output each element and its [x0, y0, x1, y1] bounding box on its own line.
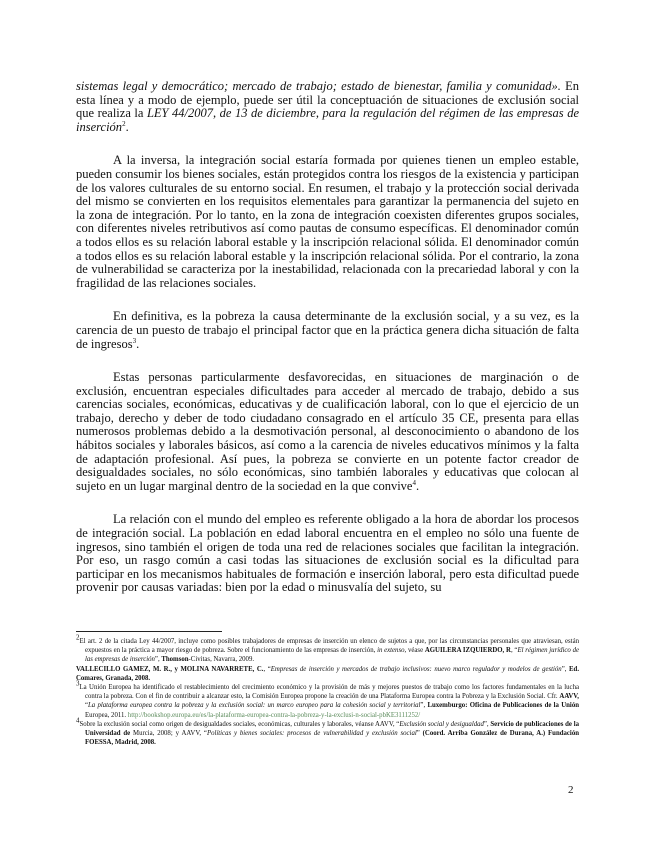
footnote-2-continued: [76, 665, 579, 683]
poverty-text: En definitiva, es la pobreza la causa determinante de la exclusión social, y a su vez, es la carencia de un puesto de trabajo el principal factor que en la práctica genera dicha situación de falta de ingresos: [76, 309, 579, 351]
footnote-2b-text-2: ”,: [561, 665, 569, 673]
footnote-2-text-2: , véase: [404, 647, 425, 655]
footnote-2b-title: Empresas de inserción y mercados de trabajo inclusivos: nuevo marco regulador y modelos de gestión: [270, 665, 562, 673]
footnote-2-italic: in extenso: [377, 647, 405, 655]
footnote-mark-4: 4: [76, 716, 80, 725]
footnote-3-link[interactable]: http://bookshop.europa.eu/es/la-plataforma-europea-contra-la-pobreza-y-la-exclusi-n-social-pbKE3111252/: [127, 711, 421, 719]
footnote-4-title: Exclusión social y desigualdad: [399, 720, 484, 728]
footnote-4-text-4: ”: [416, 730, 423, 738]
body-text: [76, 80, 579, 595]
intro-italic-quote: sistemas legal y democrático; mercado de trabajo; estado de bienestar, familia y comunidad».: [76, 79, 561, 93]
footnote-2b-publisher: Ed. Comares, Granada, 2008.: [76, 665, 580, 682]
paragraph-intro: [76, 80, 579, 134]
footnote-2b-text: , “: [263, 665, 271, 673]
footnote-4-text-2: ”,: [483, 720, 491, 728]
intro-text: En esta línea y a modo de ejemplo, puede ser útil la conceptuación de situaciones de exclusión social que realiza la: [76, 79, 580, 121]
footnote-separator: [76, 631, 222, 632]
footnote-3-text-4: Europea, 2011.: [85, 711, 128, 719]
integration-text: A la inversa, la integración social estaría formada por quienes tienen un empleo estable, pueden consumir los bienes sociales, están protegidos contra los riesgos de la existencia y participan de los valores culturales de su entorno social. En resumen, el trabajo y la protección social derivada del mismo se convierten en los requisitos elementales para garantizar la permanencia del sujeto en la zona de integración. Por lo tanto, en la zona de integración coexisten diferentes grupos sociales, con diferentes niveles retributivos así como pautas de consumo específicas. El denominador común a todos ellos es su relación laboral estable y la inscripción relacional sólida. El denominador común a todos ellos es su relación laboral estable y la inscripción relacional sólida. Por el contrario, la zona de vulnerabilidad se caracteriza por la inestabilidad, relacionada con la precariedad laboral y con la fragilidad de las relaciones sociales.: [76, 153, 579, 290]
footnote-mark-2: 2: [76, 633, 80, 642]
disadvantaged-end: .: [415, 478, 420, 493]
footnote-4-title-2: Políticas y bienes sociales: procesos de vulnerabilidad y exclusión social: [206, 730, 417, 738]
footnote-ref-4[interactable]: 4: [412, 478, 416, 487]
footnote-3-text-3: ”,: [420, 702, 428, 710]
footnotes: [76, 633, 580, 747]
footnote-2: [76, 633, 580, 665]
paragraph-disadvantaged: [76, 371, 579, 493]
footnote-2-text-4: ”,: [154, 656, 162, 664]
footnote-2b-authors: VALLECILLO GAMEZ, M. R., y MOLINA NAVARRETE, C.: [76, 665, 264, 673]
footnote-3-title: La plataforma europea contra la pobreza y la exclusión social: un marco europeo para la cohesión social y territorial: [88, 702, 421, 710]
intro-end: .: [125, 119, 129, 134]
footnote-2-author: AGUILERA IZQUIERDO, R: [424, 647, 511, 655]
employment-text: La relación con el mundo del empleo es referente obligado a la hora de abordar los procesos de integración social. La población en edad laboral encuentra en el empleo no sólo una fuente de ingresos, sino también el origen de toda una red de relaciones sociales que facilitan la integración. Por eso, un rasgo común a casi todas las situaciones de exclusión social es la dificultad para participar en los mecanismos habituales de formación e inserción laboral, pero esta dificultad puede provenir por causas variadas: bien por la edad o minusvalía del sujeto, su: [76, 512, 579, 595]
footnote-4-text-3: Murcia, 2008; y AAVV, “: [130, 730, 207, 738]
footnote-ref-3[interactable]: 3: [132, 336, 137, 345]
footnote-4: [76, 716, 579, 748]
footnote-mark-3: 3: [76, 679, 80, 688]
footnote-3-author: AAVV,: [559, 693, 579, 701]
footnote-4-text: Sobre la exclusión social como origen de desigualdades sociales, económicas, culturales y laborales, véanse AAVV, “: [79, 720, 400, 728]
footnote-3: [76, 679, 579, 720]
poverty-end: .: [136, 336, 140, 351]
footnote-4-publisher-2: (Coord. Arriba González de Durana, A.) Fundación FOESSA, Madrid, 2008.: [85, 730, 579, 747]
footnote-2-text: El art. 2 de la citada Ley 44/2007, incluye como posibles trabajadores de empresas de inserción un elenco de sujetos a que, por las circunstancias personales que atraviesan, están expuestos en la práctica a mayor riesgo de pobreza. Sobre el funcionamiento de las empresas de inserción,: [79, 638, 579, 655]
paragraph-poverty: [76, 310, 579, 351]
footnote-3-text: La Unión Europea ha identificado el restablecimiento del crecimiento económico y la provisión de más y mejores puestos de trabajo como los factores fundamentales en la lucha contra la pobreza. Con el fin de contribuir a alcanzar esto, la Comisión Europea propone la creación de una Plataforma Europea contra la Pobreza y la Exclusión Social. Cfr.: [79, 684, 579, 701]
footnote-3-publisher: Luxemburgo: Oficina de Publicaciones de la Unión: [427, 702, 579, 710]
footnote-ref-2[interactable]: 2: [122, 119, 126, 128]
footnote-2-book-title: El régimen jurídico de las empresas de inserción: [85, 647, 580, 664]
law-title: LEY 44/2007, de 13 de diciembre, para la regulación del régimen de las empresas de inserción: [76, 106, 579, 134]
footnote-2-publisher: Thomson: [161, 656, 189, 664]
footnote-2-text-3: , “: [510, 647, 518, 655]
paragraph-employment: [76, 513, 579, 595]
footnote-4-publisher: Servicio de publicaciones de la Universidad de: [85, 720, 579, 738]
footnote-2-text-5: -Civitas, Navarra, 2009.: [188, 656, 255, 664]
disadvantaged-text: Estas personas particularmente desfavorecidas, en situaciones de marginación o de exclusión, encuentran especiales dificultades para acceder al mercado de trabajo, debido a sus carencias sociales, económicas, educativas y de cualificación laboral, con lo que el ejercicio de un trabajo, derecho y deber de todo ciudadano consagrado en el artículo 35 CE, presenta para ellas numerosos problemas debido a la desmotivación personal, al desconocimiento o abandono de los hábitos sociales y laborales básicos, así como a la carencia de niveles educativos mínimos y la falta de adaptación profesional. Así pues, la pobreza se convierte en un potente factor creador de desigualdades sociales, no sólo económicas, sino también laborales y educativas que colocan al sujeto en un lugar marginal dentro de la sociedad en la que convive: [76, 370, 579, 493]
paragraph-integration: [76, 154, 579, 290]
page-number: 2: [568, 784, 574, 796]
footnote-3-text-2: “: [85, 702, 89, 710]
